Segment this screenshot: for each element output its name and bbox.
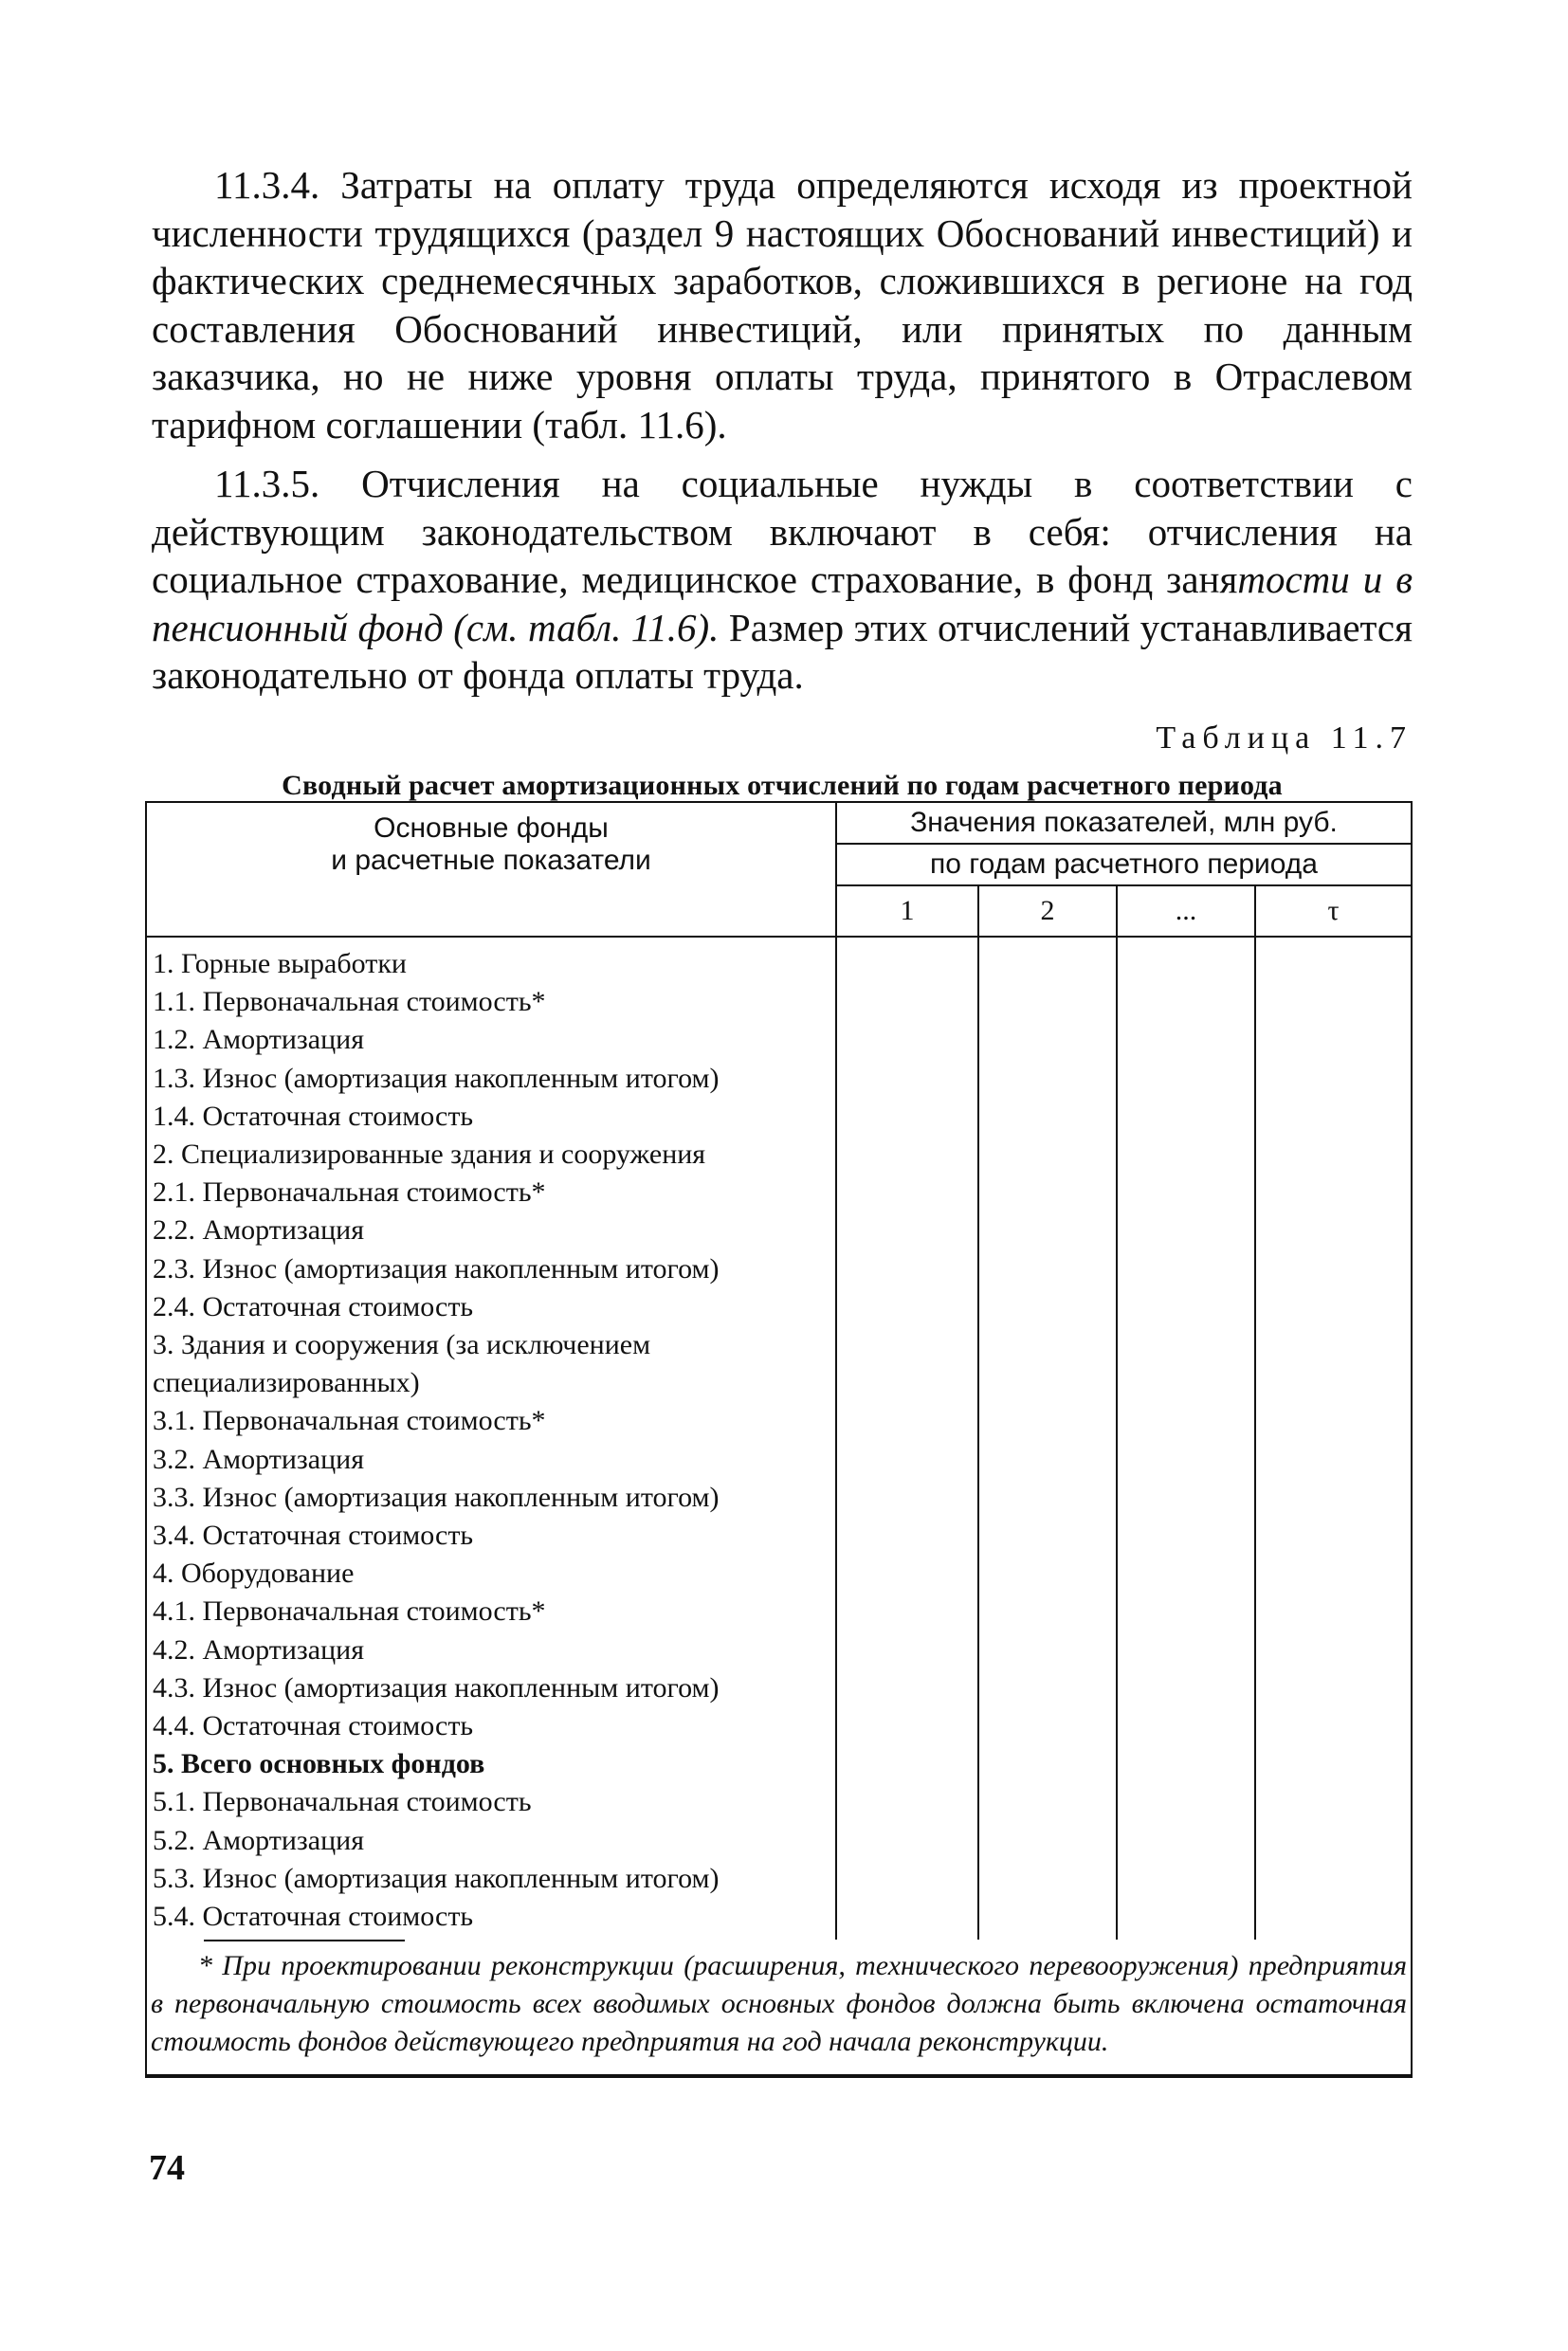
table-row: 2.1. Первоначальная стоимость* (153, 1176, 546, 1209)
year-tau-values (1255, 937, 1411, 1940)
page-number: 74 (149, 2148, 185, 2188)
table-row: 3.4. Остаточная стоимость (153, 1520, 474, 1552)
paragraph-11-3-5 (152, 460, 1413, 700)
table-row: 5.1. Первоначальная стоимость (153, 1786, 532, 1818)
paragraph-11-3-5-part1: 11.3.5. Отчисления на социальные нужды в соответствии с действующим законодательством включают в себя: отчисления на социальное страхование, медицинское страхование, в фонд заня (152, 462, 1413, 601)
header-values: Значения показателей, млн руб. (836, 803, 1411, 844)
table-row: 5. Всего основных фондов (153, 1748, 485, 1780)
year-column-ellipsis: ... (1117, 885, 1255, 937)
table-title: Сводный расчет амортизационных отчислений по годам расчетного периода (282, 769, 1283, 801)
table-row: 2.3. Износ (амортизация накопленным итогом) (153, 1252, 720, 1285)
table-row: 4. Оборудование (153, 1558, 355, 1590)
header-fonds (147, 803, 836, 937)
year-ellipsis-values (1117, 937, 1255, 1940)
table-footnote: * При проектировании реконструкции (расширения, технического перевооружения) предприятия в первоначальную стоимость всех вводимых основных фондов должна быть включена остаточная стоимость фондов действующего предприятия на год начала реконструкции. (151, 1950, 1408, 2058)
table-row: 4.3. Износ (амортизация накопленным итогом) (153, 1671, 720, 1704)
year-column-2: 2 (978, 885, 1117, 937)
table-row-labels (147, 937, 836, 1940)
year-1-values (836, 937, 978, 1940)
year-column-1: 1 (836, 885, 978, 937)
table-row: 1.4. Остаточная стоимость (153, 1100, 474, 1132)
table-row: 2.2. Амортизация (153, 1214, 364, 1247)
table-row: 3.3. Износ (амортизация накопленным итогом) (153, 1481, 720, 1513)
paragraph-11-3-4: 11.3.4. Затраты на оплату труда определяются исходя из проектной численности трудящихся (раздел 9 настоящих Обоснований инвестиций) и фактических среднемесячных заработков, сложившихся в регионе на год составления Обоснований инвестиций, или принятых по данным заказчика, но не ниже уровня оплаты труда, принятого в Отраслевом тарифном соглашении (табл. 11.6). (152, 163, 1413, 447)
table-number: Таблица 11.7 (1156, 720, 1413, 756)
header-fonds-line1: Основные фонды (374, 812, 609, 844)
table-row: 5.2. Амортизация (153, 1824, 364, 1856)
table-row: 5.4. Остаточная стоимость (153, 1901, 474, 1933)
year-column-tau: τ (1255, 885, 1411, 937)
table-row: 3.1. Первоначальная стоимость* (153, 1405, 546, 1437)
table-row: 1.2. Амортизация (153, 1024, 364, 1056)
page-text (152, 161, 1413, 802)
paragraph-11-3-5-part2: Размер этих отчислений устанавливается законодательно от фонда оплаты труда. (152, 605, 1413, 697)
table-row: 1. Горные выработки (153, 948, 407, 979)
table-footnote-cell (147, 1940, 1411, 2075)
footnote-rule (204, 1940, 405, 1941)
paragraph-11-3-5-italic: тости и в пенсионный фонд (см. табл. 11.6). (152, 557, 1413, 649)
table-row: 1.3. Износ (амортизация накопленным итогом) (153, 1062, 720, 1094)
table-row: 1.1. Первоначальная стоимость* (153, 986, 546, 1018)
table-row: 3. Здания и сооружения (за исключением специализированных) (153, 1329, 651, 1399)
table-row: 2.4. Остаточная стоимость (153, 1290, 474, 1322)
year-2-values (978, 937, 1117, 1940)
table-row: 4.2. Амортизация (153, 1633, 364, 1666)
depreciation-table (145, 801, 1413, 2078)
table-row: 4.4. Остаточная стоимость (153, 1710, 474, 1742)
table-row: 2. Специализированные здания и сооружения (153, 1139, 706, 1171)
header-years: по годам расчетного периода (836, 844, 1411, 885)
header-fonds-line2: и расчетные показатели (331, 845, 651, 876)
table-row: 4.1. Первоначальная стоимость* (153, 1595, 546, 1628)
table-row: 5.3. Износ (амортизация накопленным итогом) (153, 1862, 720, 1894)
table-row: 3.2. Амортизация (153, 1443, 364, 1475)
